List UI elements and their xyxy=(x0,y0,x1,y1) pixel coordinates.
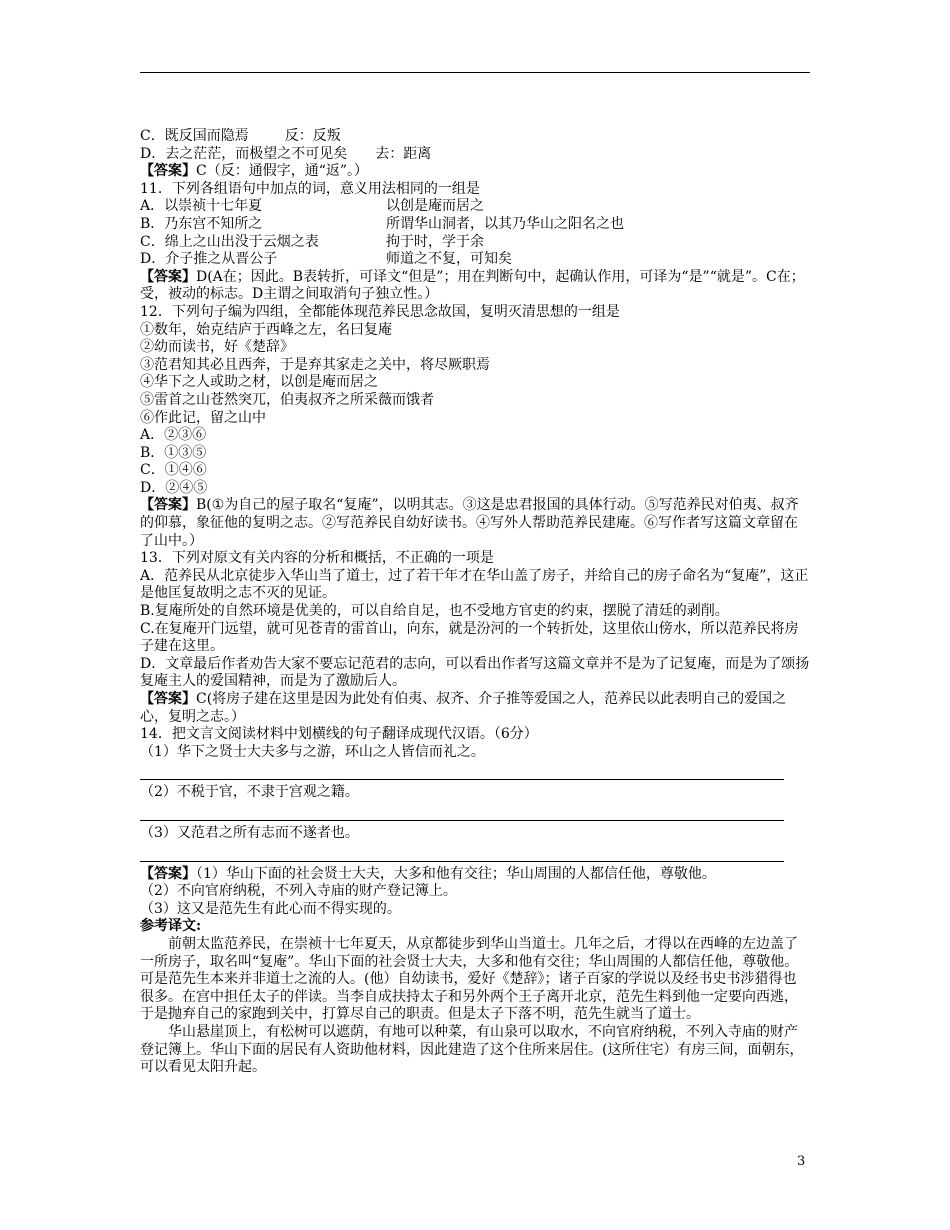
header-rule xyxy=(140,72,810,73)
answer-blank-rule xyxy=(140,861,784,862)
q12-item: ⑥作此记，留之山中 xyxy=(140,409,266,426)
q12-item: ⑤雷首之山苍然突兀，伯夷叔齐之所采薇而饿者 xyxy=(140,391,434,408)
answer-blank-3[interactable] xyxy=(140,843,810,866)
q12-option: D．②④⑤ xyxy=(140,479,208,496)
translation-label: 参考译文: xyxy=(140,918,202,935)
q10-option-d: D．去之茫茫，而极望之不可见矣 去：距离 xyxy=(140,145,432,162)
q12-item: ③范君知其必且西奔，于是弃其家走之关中，将尽厥职焉 xyxy=(140,356,490,373)
q12-option: C．①④⑥ xyxy=(140,462,207,479)
page-content xyxy=(140,128,810,1077)
q10-answer: 【答案】C（反：通假字，通“返”。） xyxy=(140,163,369,180)
translation-paragraph-1: 前朝太监范养民，在崇祯十七年夏天，从京都徒步到华山当道士。几年之后，才得以在西峰的左边盖了一所房子，取名叫“复庵”。华山下面的社会贤士大夫，大多和他有交往；华山周围的人都信任他，尊敬他。可是范先生本来并非道士之流的人。(他）自幼读书，爱好《楚辞》；诸子百家的学说以及经书史书涉猎得也很多。在宫中担任太子的伴读。当李自成扶持太子和另外两个王子离开北京，范先生料到他一定要向西逃，于是抛弃自己的家跑到关中，打算尽自己的职责。但是太子下落不明，范先生就当了道士。 xyxy=(140,935,799,1023)
q12-option: A．②③⑥ xyxy=(140,427,207,444)
q12-item: ②幼而读书，好《楚辞》 xyxy=(140,339,294,356)
q14-sentence-3: （3）又范君之所有志而不遂者也。 xyxy=(140,824,359,841)
q13-option-d: D．文章最后作者劝告大家不要忘记范君的志向，可以看出作者写这篇文章并不是为了记复庵，而是为了颂扬复庵主人的爱国精神，而是为了激励后人。 xyxy=(140,655,810,690)
q13-stem: 13．下列对原文有关内容的分析和概括，不正确的一项是 xyxy=(140,550,494,567)
answer-blank-rule xyxy=(140,779,784,780)
q12-option: B．①③⑤ xyxy=(140,444,207,461)
q12-item: ①数年，始克结庐于西峰之左，名曰复庵 xyxy=(140,321,392,338)
q14-answer-1: 【答案】（1）华山下面的社会贤士大夫，大多和他有交往；华山周围的人都信任他，尊敬他。 xyxy=(140,865,716,882)
q14-answer-3: （3）这又是范先生有此心而不得实现的。 xyxy=(140,900,401,917)
q11-stem: 11．下列各组语句中加点的词，意义用法相同的一组是 xyxy=(140,180,480,197)
answer-blank-rule xyxy=(140,820,784,821)
q14-sentence-2: （2）不税于官，不隶于宫观之籍。 xyxy=(140,784,359,801)
q14-sentence-1: （1）华下之贤士大夫多与之游，环山之人皆信而礼之。 xyxy=(140,743,485,760)
q11-option-b: B．乃东宫不知所之 所谓华山洞者，以其乃华山之阳名之也 xyxy=(140,215,624,232)
answer-blank-2[interactable] xyxy=(140,802,810,825)
q12-answer: 【答案】B(①为自己的屋子取名“复庵”，以明其志。③这是忠君报国的具体行动。⑤写范养民对伯夷、叔齐的仰慕，象征他的复明之志。②写范养民自幼好读书。④写外人帮助范养民建庵。⑥写作者写这篇文章留在了山中。） xyxy=(140,497,799,549)
q13-option-b: B.复庵所处的自然环境是优美的，可以自给自足，也不受地方官吏的约束，摆脱了清廷的剥削。 xyxy=(140,603,729,620)
q11-option-c: C．绵上之山出没于云烟之表 拘于时，学于余 xyxy=(140,233,484,250)
q13-option-c: C.在复庵开门远望，就可见苍青的雷首山，向东，就是汾河的一个转折处，这里依山傍水，所以范养民将房子建在这里。 xyxy=(140,620,799,655)
answer-blank-1[interactable] xyxy=(140,761,810,784)
q12-stem: 12．下列句子编为四组，全都能体现范养民思念故国，复明灭清思想的一组是 xyxy=(140,303,620,320)
q14-answer-2: （2）不向官府纳税，不列入寺庙的财产登记簿上。 xyxy=(140,883,457,900)
q11-option-a: A．以崇祯十七年夏 以创是庵而居之 xyxy=(140,198,484,215)
q14-stem: 14．把文言文阅读材料中划横线的句子翻译成现代汉语。（6分） xyxy=(140,726,538,743)
q13-option-a: A．范养民从北京徒步入华山当了道士，过了若干年才在华山盖了房子，并给自己的房子命名为“复庵”，这正是他匡复故明之志不灭的见证。 xyxy=(140,567,809,602)
q11-answer: 【答案】D(A在；因此。B表转折，可译文“但是”；用在判断句中，起确认作用，可译为“是”“就是”。C在；受，被动的标志。D主谓之间取消句子独立性。） xyxy=(140,268,805,303)
q11-option-d: D．介子推之从晋公子 师道之不复，可知矣 xyxy=(140,251,512,268)
translation-paragraph-2: 华山悬崖顶上，有松树可以遮荫，有地可以种菜，有山泉可以取水，不向官府纳税，不列入寺庙的财产登记簿上。华山下面的居民有人资助他材料，因此建造了这个住所来居住。(这所住宅）有房三间，面朝东，可以看见太阳升起。 xyxy=(140,1023,804,1076)
q10-option-c: C．既反国而隐焉 反：反叛 xyxy=(140,128,341,144)
q13-answer: 【答案】C(将房子建在这里是因为此处有伯夷、叔齐、介子推等爱国之人，范养民以此表明自己的爱国之心，复明之志。） xyxy=(140,691,787,725)
page-number: 3 xyxy=(797,1154,806,1169)
q12-item: ④华下之人或助之材，以创是庵而居之 xyxy=(140,374,378,391)
